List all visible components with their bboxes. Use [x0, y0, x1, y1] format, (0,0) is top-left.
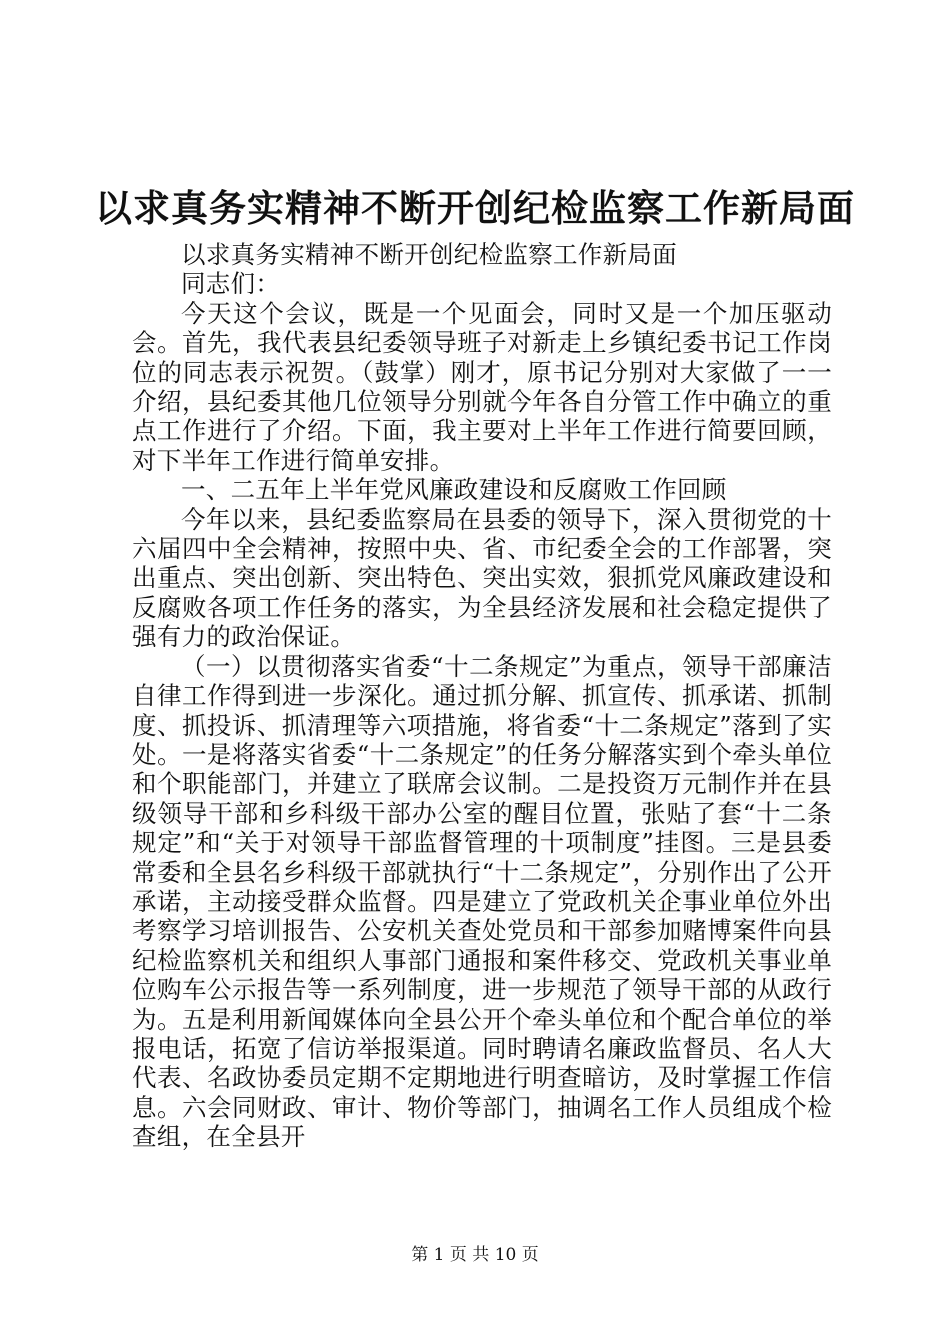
body-paragraph: 今天这个会议，既是一个见面会，同时又是一个加压驱动会。首先，我代表县纪委领导班子对新走上乡镇纪委书记工作岗位的同志表示祝贺。（鼓掌）刚才，原书记分别对大家做了一一介绍，县纪委其他几位领导分别就今年各自分管工作中确立的重点工作进行了介绍。下面，我主要对上半年工作进行简要回顾，对下半年工作进行简单安排。	[132, 298, 832, 475]
body-paragraph: 今年以来，县纪委监察局在县委的领导下，深入贯彻党的十六届四中全会精神，按照中央、省、市纪委全会的工作部署，突出重点、突出创新、突出特色、突出实效，狠抓党风廉政建设和反腐败各项工作任务的落实，为全县经济发展和社会稳定提供了强有力的政治保证。	[132, 504, 832, 652]
body-paragraph: （一）以贯彻落实省委“十二条规定”为重点，领导干部廉洁自律工作得到进一步深化。通过抓分解、抓宣传、抓承诺、抓制度、抓投诉、抓清理等六项措施，将省委“十二条规定”落到了实处。一是将落实省委“十二条规定”的任务分解落实到个牵头单位和个职能部门，并建立了联席会议制。二是投资万元制作并在县级领导干部和乡科级干部办公室的醒目位置，张贴了套“十二条规定”和“关于对领导干部监督管理的十项制度”挂图。三是县委常委和全县名乡科级干部就执行“十二条规定”，分别作出了公开承诺，主动接受群众监督。四是建立了党政机关企事业单位外出考察学习培训报告、公安机关查处党员和干部参加赌博案件向县纪检监察机关和组织人事部门通报和案件移交、党政机关事业单位购车公示报告等一系列制度，进一步规范了领导干部的从政行为。五是利用新闻媒体向全县公开个牵头单位和个配合单位的举报电话，拓宽了信访举报渠道。同时聘请名廉政监督员、名人大代表、名政协委员定期不定期地进行明查暗访，及时掌握工作信息。六会同财政、审计、物价等部门，抽调名工作人员组成个检查组，在全县开	[132, 651, 832, 1152]
section-heading: 一、二五年上半年党风廉政建设和反腐败工作回顾	[181, 475, 727, 505]
document-body	[132, 240, 832, 1152]
subtitle-paragraph: 以求真务实精神不断开创纪检监察工作新局面	[181, 240, 677, 269]
salutation-paragraph: 同志们：	[181, 269, 281, 299]
document-title: 以求真务实精神不断开创纪检监察工作新局面	[95, 186, 855, 230]
page-footer: 第 1 页 共 10 页	[411, 1245, 539, 1265]
